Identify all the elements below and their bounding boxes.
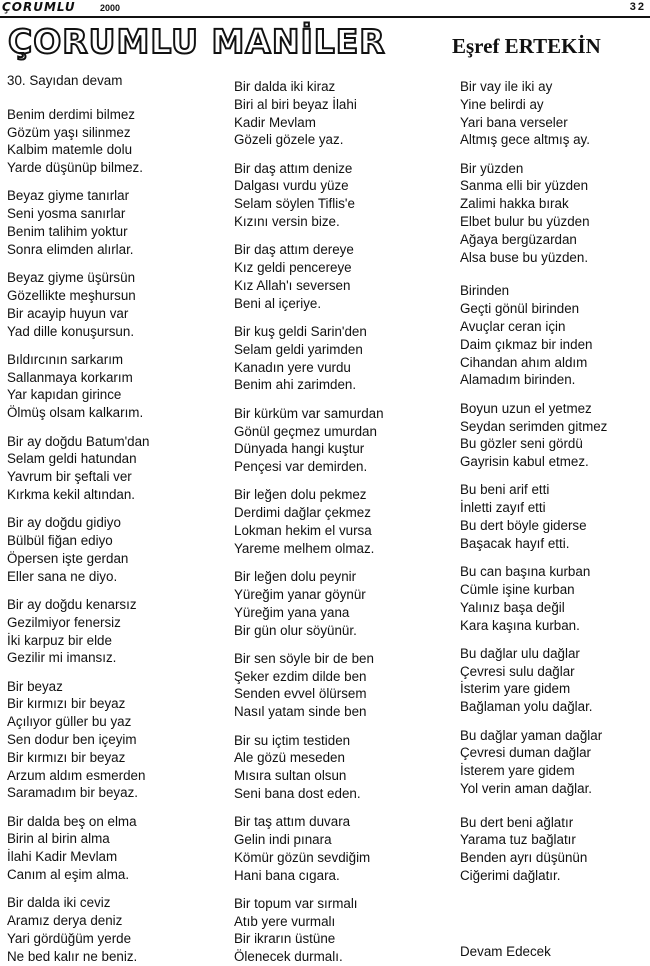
verse-line: Bu beni arif etti bbox=[460, 482, 550, 498]
verse-line: Yalınız başa değil bbox=[460, 599, 565, 615]
verse-line: Birinden bbox=[460, 283, 510, 299]
verse-line: Bir dalda iki kiraz bbox=[234, 79, 336, 94]
verse-line: Bu can başına kurban bbox=[460, 564, 591, 580]
verse-line: Gönül geçmez umurdan bbox=[234, 423, 377, 439]
verse-line: Alamadım birinden. bbox=[460, 372, 576, 388]
verse-line: Gayrisin kabul etmez. bbox=[460, 454, 589, 470]
stanza bbox=[234, 160, 384, 231]
verse-line: Bülbül fiğan ediyo bbox=[7, 533, 113, 549]
verse-line: Bir sen söyle bir de ben bbox=[234, 650, 374, 666]
verse-line: Bir beyaz bbox=[7, 678, 63, 694]
verse-line: Bir leğen dolu pekmez bbox=[234, 487, 367, 503]
verse-line: Bir daş attım denize bbox=[234, 160, 353, 176]
stanza bbox=[7, 187, 150, 258]
verse-line: Cihandan ahım aldım bbox=[460, 354, 588, 370]
verse-line: Bir vay ile iki ay bbox=[460, 79, 553, 94]
column-2 bbox=[234, 78, 384, 966]
column-2-stanzas bbox=[234, 78, 384, 966]
verse-line: İki karpuz bir elde bbox=[7, 632, 112, 648]
continued-note: 30. Sayıdan devam bbox=[7, 73, 123, 88]
verse-line: Atıb yere vurmalı bbox=[234, 913, 336, 929]
verse-line: Hani bana cıgara. bbox=[234, 867, 340, 883]
column-3-stanzas bbox=[460, 78, 607, 885]
verse-line: Beni al içeriye. bbox=[234, 295, 322, 311]
verse-line: Bir ikrarın üstüne bbox=[234, 931, 336, 947]
stanza bbox=[234, 732, 384, 803]
verse-line: Bir ay doğdu gidiyo bbox=[7, 515, 121, 531]
verse-line: Bir su içtim testiden bbox=[234, 732, 351, 748]
verse-line: Derdimi dağlar çekmez bbox=[234, 505, 371, 521]
verse-line: Bir dalda iki ceviz bbox=[7, 895, 111, 911]
verse-line: Kalbim matemle dolu bbox=[7, 142, 133, 158]
verse-line: Bir kırmızı bir beyaz bbox=[7, 749, 126, 765]
verse-line: Çevresi duman dağlar bbox=[460, 745, 591, 761]
verse-line: Çevresi sulu dağlar bbox=[460, 663, 575, 679]
verse-line: Ölmüş olsam kalkarım. bbox=[7, 405, 144, 421]
stanza bbox=[460, 814, 607, 885]
verse-line: Seni yosma sanırlar bbox=[7, 206, 126, 222]
verse-line: Bağlaman yolu dağlar. bbox=[460, 699, 593, 715]
verse-line: Sen dodur ben içeyim bbox=[7, 732, 137, 747]
verse-line: İnletti zayıf etti bbox=[460, 500, 546, 516]
verse-line: Benden ayrı düşünün bbox=[460, 850, 588, 866]
stanza bbox=[7, 514, 150, 585]
stanza bbox=[7, 433, 150, 504]
article-author: Eşref ERTEKİN bbox=[452, 34, 601, 58]
verse-line: Cümle işine kurban bbox=[460, 581, 575, 597]
verse-line: Gelin indi pınara bbox=[234, 831, 332, 847]
verse-line: Benim talihim yoktur bbox=[7, 224, 128, 240]
verse-line: Biri al biri beyaz İlahi bbox=[234, 96, 357, 112]
verse-line: Ne bed kalır ne beniz. bbox=[7, 948, 138, 964]
verse-line: Bir yüzden bbox=[460, 160, 524, 176]
verse-line: Arzum aldım esmerden bbox=[7, 767, 146, 783]
verse-line: Yari bana verseler bbox=[460, 114, 568, 130]
stanza bbox=[234, 486, 384, 557]
verse-line: Saramadım bir beyaz. bbox=[7, 785, 138, 801]
article-title: ÇORUMLU MANİLER bbox=[8, 22, 386, 61]
magazine-brand: ÇORUMLU bbox=[2, 0, 76, 14]
verse-line: Selam geldi hatundan bbox=[7, 451, 137, 467]
stanza bbox=[234, 78, 384, 149]
verse-line: Bir kırmızı bir beyaz bbox=[7, 696, 126, 712]
verse-line: Gözeli gözele yaz. bbox=[234, 132, 344, 148]
verse-line: Yol verin aman dağlar. bbox=[460, 780, 593, 796]
verse-line: Avuçlar ceran için bbox=[460, 319, 566, 335]
verse-line: Senden evvel ölürsem bbox=[234, 686, 367, 702]
stanza bbox=[234, 323, 384, 394]
stanza bbox=[460, 400, 607, 471]
verse-line: Boyun uzun el yetmez bbox=[460, 400, 592, 416]
verse-line: Ağaya bergüzardan bbox=[460, 231, 577, 247]
verse-line: Alsa buse bu yüzden. bbox=[460, 249, 589, 265]
stanza bbox=[7, 351, 150, 422]
verse-line: İlahi Kadir Mevlam bbox=[7, 849, 118, 865]
stanza bbox=[234, 241, 384, 312]
verse-line: Geçti gönül birinden bbox=[460, 301, 580, 317]
verse-line: Pençesi var demirden. bbox=[234, 459, 368, 475]
verse-line: Benim derdimi bilmez bbox=[7, 106, 135, 122]
column-3 bbox=[460, 78, 607, 961]
header-rule bbox=[0, 16, 650, 18]
verse-line: Birin al birin alma bbox=[7, 831, 110, 847]
verse-line: Aramız derya deniz bbox=[7, 913, 123, 929]
verse-line: Bir topum var sırmalı bbox=[234, 895, 358, 911]
verse-line: Sonra elimden alırlar. bbox=[7, 241, 134, 257]
verse-line: Bir ay doğdu Batum'dan bbox=[7, 433, 150, 449]
verse-line: Altmış gece altmış ay. bbox=[460, 132, 590, 148]
verse-line: Şeker ezdim dilde ben bbox=[234, 668, 367, 684]
verse-line: Öpersen işte gerdan bbox=[7, 550, 129, 566]
stanza bbox=[234, 650, 384, 721]
stanza bbox=[7, 678, 150, 803]
verse-line: Gezilir mi imansız. bbox=[7, 650, 117, 666]
stanza bbox=[234, 813, 384, 884]
verse-line: Yarama tuz bağlatır bbox=[460, 832, 576, 848]
stanza bbox=[7, 106, 150, 177]
page-header bbox=[0, 0, 650, 18]
verse-line: İsterim yare gidem bbox=[460, 681, 571, 697]
verse-line: Bir ay doğdu kenarsız bbox=[7, 596, 137, 612]
verse-line: Ölenecek durmalı. bbox=[234, 949, 343, 965]
verse-line: Eller sana ne diyo. bbox=[7, 568, 118, 584]
verse-line: Benim ahi zarimden. bbox=[234, 377, 357, 393]
verse-line: Ale gözü meseden bbox=[234, 750, 345, 766]
verse-line: Bu dert beni ağlatır bbox=[460, 814, 574, 830]
stanza bbox=[460, 645, 607, 716]
verse-line: Kırkma kekil altından. bbox=[7, 486, 136, 502]
stanza bbox=[460, 727, 607, 798]
stanza bbox=[234, 405, 384, 476]
stanza bbox=[460, 563, 607, 634]
verse-line: Gözellikte meşhursun bbox=[7, 287, 136, 303]
verse-line: Bir dalda beş on elma bbox=[7, 813, 137, 829]
verse-line: Yarde düşünüp bilmez. bbox=[7, 160, 143, 176]
verse-line: Selam geldi yarimden bbox=[234, 341, 363, 357]
verse-line: Başacak hayıf etti. bbox=[460, 535, 570, 551]
verse-line: Yavrum bir şeftali ver bbox=[7, 469, 132, 485]
stanza bbox=[7, 813, 150, 884]
verse-line: Beyaz giyme üşürsün bbox=[7, 270, 136, 286]
verse-line: Bir gün olur söyünür. bbox=[234, 622, 357, 638]
verse-line: Bir kürküm var samurdan bbox=[234, 405, 384, 421]
verse-line: Bir kuş geldi Sarin'den bbox=[234, 324, 367, 340]
verse-line: Kız Allah'ı seversen bbox=[234, 277, 351, 293]
verse-line: Kız geldi pencereye bbox=[234, 260, 352, 276]
stanza bbox=[460, 160, 607, 267]
verse-line: Kömür gözün sevdiğim bbox=[234, 849, 371, 865]
stanza bbox=[7, 596, 150, 667]
verse-line: Yareme melhem olmaz. bbox=[234, 540, 375, 556]
verse-line: İsterem yare gidem bbox=[460, 763, 575, 779]
verse-line: Bir taş attım duvara bbox=[234, 814, 351, 830]
verse-line: Ciğerimi dağlatır. bbox=[460, 868, 561, 884]
verse-line: Elbet bulur bu yüzden bbox=[460, 214, 590, 230]
verse-line: Bu dert böyle giderse bbox=[460, 518, 587, 534]
verse-line: Daim çıkmaz bir inden bbox=[460, 336, 593, 352]
verse-line: Bu gözler seni gördü bbox=[460, 436, 583, 452]
verse-line: Kadir Mevlam bbox=[234, 114, 316, 130]
stanza bbox=[460, 78, 607, 149]
verse-line: Kızını versin bize. bbox=[234, 214, 340, 230]
verse-line: Yine belirdi ay bbox=[460, 96, 544, 112]
verse-line: Bu dağlar yaman dağlar bbox=[460, 727, 603, 743]
verse-line: Yüreğim yana yana bbox=[234, 604, 350, 620]
stanza bbox=[234, 895, 384, 966]
verse-line: Yüreğim yanar göynür bbox=[234, 586, 366, 602]
verse-line: Yad dille konuşursun. bbox=[7, 323, 135, 339]
verse-line: Bir leğen dolu peynir bbox=[234, 569, 357, 585]
stanza bbox=[460, 481, 607, 552]
page-number: 32 bbox=[629, 1, 646, 13]
verse-line: Selam söylen Tiflis'e bbox=[234, 196, 355, 212]
column-1 bbox=[7, 72, 150, 966]
verse-line: Mısıra sultan olsun bbox=[234, 768, 347, 784]
verse-line: Gezilmiyor fenersiz bbox=[7, 614, 121, 630]
verse-line: Kanadın yere vurdu bbox=[234, 359, 351, 375]
verse-line: Kara kaşına kurban. bbox=[460, 617, 580, 633]
issue-year: 2000 bbox=[100, 3, 121, 13]
verse-line: Lokman hekim el vursa bbox=[234, 523, 372, 539]
verse-line: Bu dağlar ulu dağlar bbox=[460, 645, 580, 661]
verse-line: Gözüm yaşı silinmez bbox=[7, 124, 131, 140]
verse-line: Bir daş attım dereye bbox=[234, 242, 354, 258]
verse-line: Yari gördüğüm yerde bbox=[7, 930, 132, 946]
verse-line: Sanma elli bir yüzden bbox=[460, 178, 589, 194]
stanza bbox=[7, 894, 150, 965]
verse-line: Yar kapıdan girince bbox=[7, 387, 122, 403]
verse-line: Canım al eşim alma. bbox=[7, 867, 130, 883]
verse-line: Seydan serimden gitmez bbox=[460, 418, 608, 434]
verse-line: Bir acayip huyun var bbox=[7, 305, 129, 321]
verse-line: Seni bana dost eden. bbox=[234, 785, 361, 801]
to-be-continued-note: Devam Edecek bbox=[460, 943, 551, 959]
verse-line: Nasıl yatam sinde ben bbox=[234, 704, 367, 720]
verse-line: Zalimi hakka bırak bbox=[460, 196, 569, 212]
verse-line: Açılıyor güller bu yaz bbox=[7, 714, 132, 730]
verse-line: Bıldırcının sarkarım bbox=[7, 351, 124, 367]
verse-line: Dünyada hangi kuştur bbox=[234, 441, 365, 457]
column-1-stanzas bbox=[7, 106, 150, 966]
stanza bbox=[234, 568, 384, 639]
stanza bbox=[460, 282, 607, 389]
verse-line: Sallanmaya korkarım bbox=[7, 369, 133, 385]
stanza bbox=[7, 269, 150, 340]
verse-line: Dalgası vurdu yüze bbox=[234, 178, 349, 194]
verse-line: Beyaz giyme tanırlar bbox=[7, 188, 130, 204]
